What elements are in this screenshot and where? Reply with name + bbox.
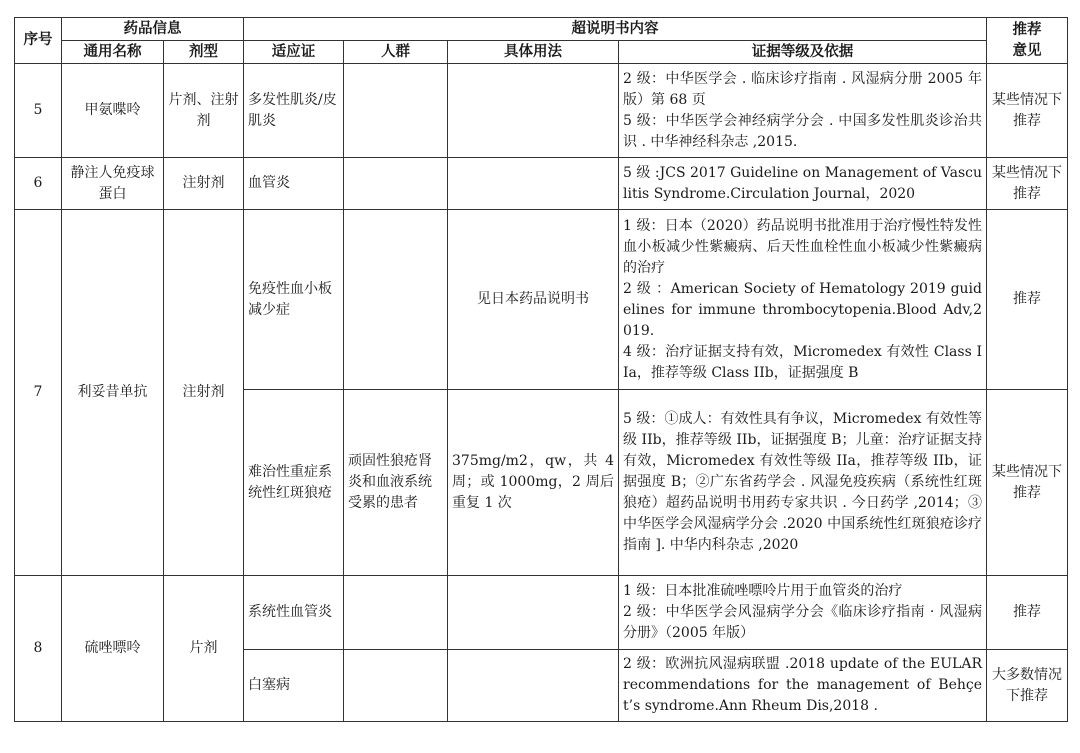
row-indication: 免疫性血小板减少症 xyxy=(244,210,344,390)
row-recommend: 某些情况下推荐 xyxy=(987,158,1068,210)
header-generic-name: 通用名称 xyxy=(62,41,164,64)
evidence-line: 2 级：中华医学会风湿病学分会《临床诊疗指南 · 风湿病分册》（2005 年版） xyxy=(623,604,982,641)
evidence-line: 5 级：中华医学会神经病学分会 . 中国多发性肌炎诊治共识 . 中华神经科杂志 ,2015. xyxy=(623,112,982,150)
row-seq: 8 xyxy=(15,576,62,722)
table-row xyxy=(15,158,1068,210)
row-dosage-form: 片剂 xyxy=(164,576,244,722)
row-indication: 血管炎 xyxy=(244,158,344,210)
header-seq: 序号 xyxy=(15,18,62,64)
row-evidence xyxy=(619,210,987,390)
evidence-line: 4 级：治疗证据支持有效，Micromedex 有效性 Class IIa，推荐等级 Class IIb，证据强度 B xyxy=(623,343,982,381)
header-recommend-line2: 意见 xyxy=(1012,42,1042,59)
evidence-line: 2 级：欧洲抗风湿病联盟 .2018 update of the EULAR recommendations for the management of Behçet’s syndrome.Ann Rheum Dis,2018 . xyxy=(623,656,982,714)
evidence-line: 5 级：①成人：有效性具有争议，Micromedex 有效性等级 IIb，推荐等级 IIb，证据强度 B；儿童：治疗证据支持有效，Micromedex 有效性等级 IIa，推荐等级 IIb，证据强度 B；②广东省药学会 . 风湿免疫疾病（系统性红斑狼疮）超药品说明书用药专家共识 . 今日药学 ,2014；③中华医学会风湿病学分会 .2020 中国系统性红斑狼疮诊疗指南 ]. 中华内科杂志 ,2020 xyxy=(623,411,982,553)
evidence-line: 1 级：日本批准硫唑嘌呤片用于血管炎的治疗 xyxy=(623,583,903,599)
row-population: 顽固性狼疮肾炎和血液系统受累的患者 xyxy=(344,390,448,576)
row-recommend: 大多数情况下推荐 xyxy=(987,650,1068,722)
header-off-label: 超说明书内容 xyxy=(244,18,987,41)
row-generic-name: 甲氨喋呤 xyxy=(62,64,164,158)
table-row xyxy=(15,576,1068,650)
row-usage: 375mg/m2，qw，共 4 周；或 1000mg，2 周后重复 1 次 xyxy=(448,390,619,576)
evidence-line: 5 级 :JCS 2017 Guideline on Management of Vasculitis Syndrome.Circulation Journal，2020 xyxy=(623,164,982,202)
row-usage xyxy=(448,650,619,722)
row-dosage-form: 注射剂 xyxy=(164,158,244,210)
row-seq: 6 xyxy=(15,158,62,210)
drug-table xyxy=(14,17,1068,722)
header-dosage-form: 剂型 xyxy=(164,41,244,64)
row-generic-name: 利妥昔单抗 xyxy=(62,210,164,576)
table-row xyxy=(15,210,1068,390)
row-dosage-form: 注射剂 xyxy=(164,210,244,576)
row-seq: 5 xyxy=(15,64,62,158)
row-dosage-form: 片剂、注射剂 xyxy=(164,64,244,158)
row-recommend: 某些情况下推荐 xyxy=(987,390,1068,576)
row-indication: 白塞病 xyxy=(244,650,344,722)
row-population xyxy=(344,64,448,158)
row-population xyxy=(344,210,448,390)
row-usage: 见日本药品说明书 xyxy=(448,210,619,390)
evidence-line: 2 级 ：American Society of Hematology 2019 guidelines for immune thrombocytopenia.Blood Adv,2019. xyxy=(623,280,982,339)
header-usage: 具体用法 xyxy=(448,41,619,64)
row-population xyxy=(344,650,448,722)
row-generic-name: 静注人免疫球蛋白 xyxy=(62,158,164,210)
row-indication: 系统性血管炎 xyxy=(244,576,344,650)
header-indication: 适应证 xyxy=(244,41,344,64)
row-evidence xyxy=(619,64,987,158)
row-seq: 7 xyxy=(15,210,62,576)
row-usage xyxy=(448,64,619,158)
row-recommend: 推荐 xyxy=(987,576,1068,650)
row-evidence xyxy=(619,650,987,722)
row-evidence xyxy=(619,158,987,210)
header-evidence: 证据等级及依据 xyxy=(619,41,987,64)
row-indication: 难治性重症系统性红斑狼疮 xyxy=(244,390,344,576)
header-recommend xyxy=(987,18,1068,64)
row-usage xyxy=(448,158,619,210)
row-recommend: 某些情况下推荐 xyxy=(987,64,1068,158)
row-recommend: 推荐 xyxy=(987,210,1068,390)
evidence-line: 2 级：中华医学会 . 临床诊疗指南 . 风湿病分册 2005 年版）第 68 页 xyxy=(623,70,982,108)
row-population xyxy=(344,576,448,650)
row-population xyxy=(344,158,448,210)
header-drug-info: 药品信息 xyxy=(62,18,244,41)
row-indication: 多发性肌炎/皮肌炎 xyxy=(244,64,344,158)
row-generic-name: 硫唑嘌呤 xyxy=(62,576,164,722)
evidence-line: 1 级：日本（2020）药品说明书批准用于治疗慢性特发性血小板减少性紫癜病、后天性血栓性血小板减少性紫癜病的治疗 xyxy=(623,217,982,276)
table-row xyxy=(15,64,1068,158)
row-evidence xyxy=(619,390,987,576)
row-usage xyxy=(448,576,619,650)
header-population: 人群 xyxy=(344,41,448,64)
header-recommend-line1: 推荐 xyxy=(1012,21,1042,38)
row-evidence xyxy=(619,576,987,650)
